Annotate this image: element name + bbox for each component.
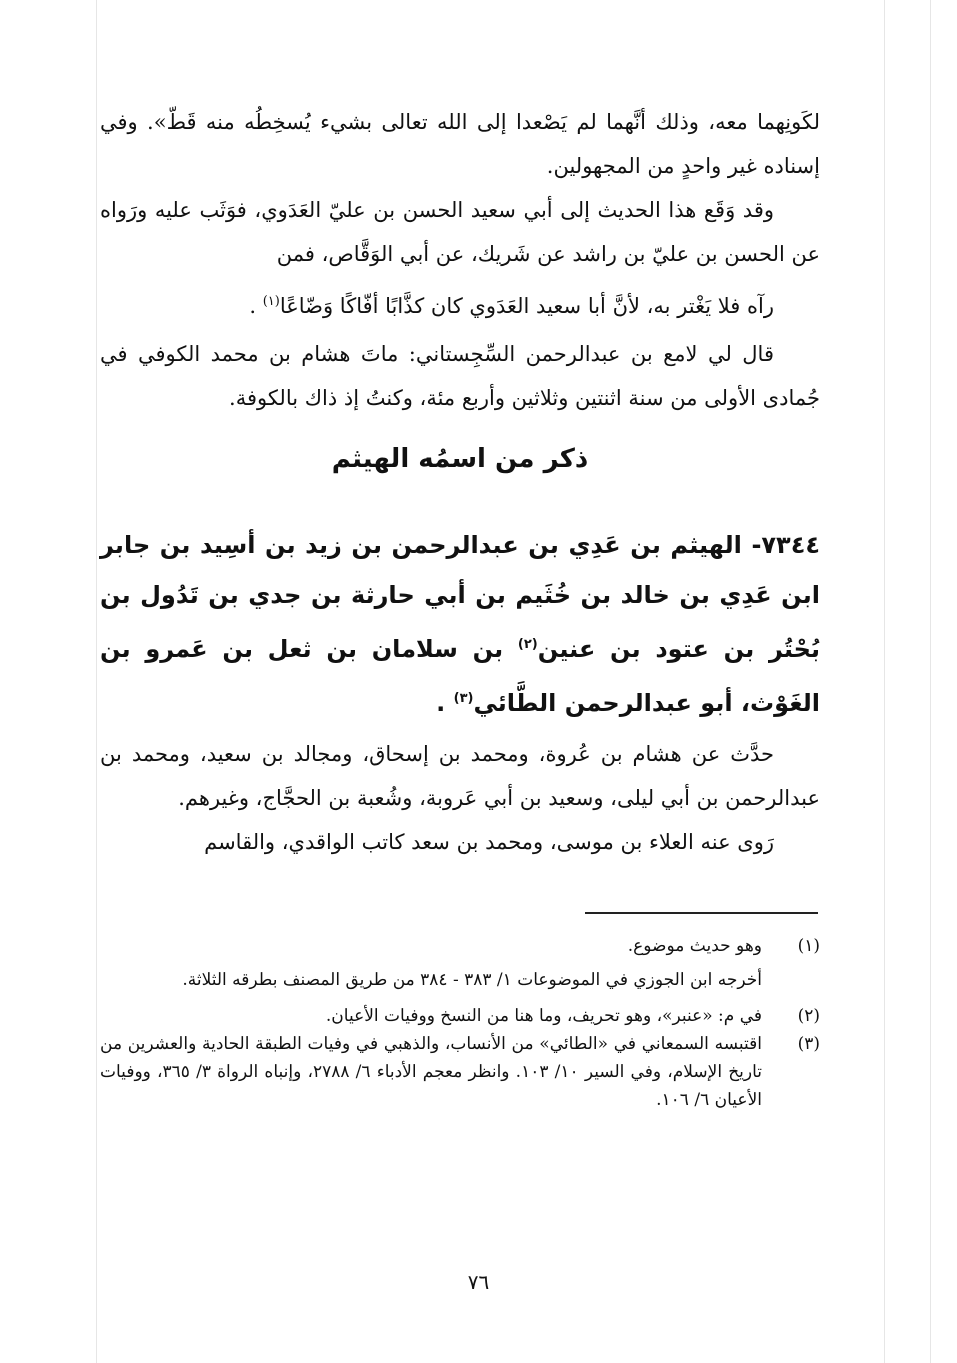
footnote-ref: (٢)	[517, 637, 538, 652]
scan-artifact-line	[96, 0, 97, 1363]
entry-text: ٧٣٤٤- الهيثم بن عَدِي بن عبدالرحمن بن زيد بن أسِيد بن جابر ابن عَدِي بن خالد بن خُثَيم بن أبي حارثة بن جدي بن تَدُول بن بُحْتُر بن عتود بن عنين	[100, 531, 820, 663]
paragraph-text: رآه فلا يَغْتر به، لأنَّ أبا سعيد العَدَوي كان كذَّابًا أفّاكًا وَضّاعًا	[279, 294, 774, 318]
body-text-top	[100, 100, 820, 420]
footnote-number: (٣)	[797, 1034, 820, 1054]
section-heading: ذكر من اسمُه الهيثم	[331, 444, 589, 474]
footnote-number: (١)	[797, 936, 820, 956]
footnote-text: أخرجه ابن الجوزي في الموضوعات ١/ ٣٨٣ - ٣٨٤ من طريق المصنف بطرقه الثلاثة.	[182, 970, 762, 990]
page-number: ٧٦	[467, 1270, 490, 1294]
footnote	[100, 1030, 820, 1114]
biography-entry	[100, 520, 820, 728]
footnote-ref: (١)	[262, 294, 280, 309]
footnotes	[100, 932, 820, 1114]
entry-text: بن سلامان بن ثعل بن عَمرو بن الغَوْث، أبو عبدالرحمن الطَّائي	[100, 635, 820, 717]
paragraph: وقد وَقَع هذا الحديث إلى أبي سعيد الحسن بن عليّ العَدَوي، فوَثَب عليه ورَواه عن الحسن بن عليّ بن راشد عن شَريك، عن أبي الوَقَّاص، فمن	[100, 198, 820, 266]
footnote-text: وهو حديث موضوع.	[627, 936, 762, 956]
paragraph: قال لي لامع بن عبدالرحمن السِّجِستاني: ماتَ هشام بن محمد الكوفي في جُمادى الأولى من سنة اثنتين وثلاثين وأربع مئة، وكنتُ إذ ذاك بالكوفة.	[100, 342, 820, 410]
scan-artifact-line	[930, 0, 931, 1363]
entry-block	[100, 520, 820, 728]
body-text-bottom	[100, 732, 820, 864]
footnote	[100, 932, 820, 960]
footnote-text: في م: «عنبر»، وهو تحريف، وما هنا من النسخ ووفيات الأعيان.	[325, 1006, 762, 1026]
paragraph: حدَّث عن هشام بن عُروة، ومحمد بن إسحاق، ومجالد بن سعيد، ومحمد بن عبدالرحمن بن أبي ليلى، وسعيد بن أبي عَروبة، وشُعبة بن الحجَّاج، وغيرهم.	[100, 742, 820, 810]
footnote-divider	[585, 912, 818, 914]
paragraph: لكَونِهما معه، وذلك أنَّهما لم يَصْعدا إلى الله تعالى بشيء يُسخِطُه منه قَطّ». وفي إسناده غير واحدٍ من المجهولين.	[100, 110, 820, 178]
entry-text: .	[436, 689, 454, 717]
footnote	[100, 1002, 820, 1030]
footnote-number: (٢)	[797, 1006, 820, 1026]
scan-artifact-line	[884, 0, 885, 1363]
paragraph	[100, 280, 820, 328]
paragraph-text: .	[249, 294, 263, 318]
footnote-ref: (٣)	[453, 691, 474, 706]
paragraph: رَوى عنه العلاء بن موسى، ومحمد بن سعد كاتب الواقدي، والقاسم	[204, 830, 774, 854]
footnote-text: اقتبسه السمعاني في «الطائي» من الأنساب، والذهبي في وفيات الطبقة الحادية والعشرين من تاريخ الإسلام، وفي السير ١٠/ ١٠٣. وانظر معجم الأدباء ٦/ ٢٧٨٨، وإنباه الرواة ٣/ ٣٦٥، ووفيات الأعيان ٦/ ١٠٦.	[100, 1034, 763, 1110]
